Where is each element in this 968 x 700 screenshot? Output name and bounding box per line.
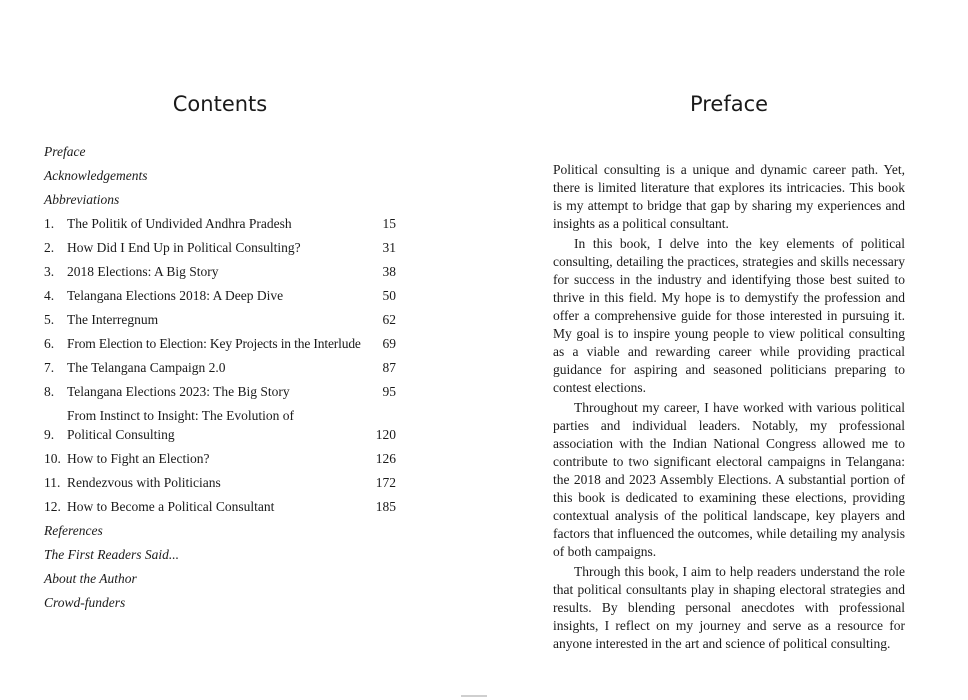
contents-heading: Contents: [172, 92, 268, 116]
chapter-title: [67, 406, 372, 444]
chapter-title: How to Become a Political Consultant: [67, 499, 275, 514]
toc-chapter: [44, 214, 396, 233]
chapter-page: 87: [382, 360, 396, 375]
toc-chapter: [44, 310, 396, 329]
chapter-title: Rendezvous with Politicians: [67, 475, 221, 490]
toc-chapter: [44, 334, 396, 353]
chapter-page: 126: [375, 451, 396, 466]
chapter-title: Telangana Elections 2018: A Deep Dive: [67, 288, 284, 303]
chapter-title: From Election to Election: Key Projects in the Interlude: [67, 336, 361, 351]
chapter-number: 6.: [44, 336, 55, 351]
chapter-number: 10.: [44, 451, 61, 466]
chapter-number: 3.: [44, 264, 55, 279]
chapter-number: 1.: [44, 216, 55, 231]
toc-back-first-readers: The First Readers Said...: [44, 547, 179, 562]
chapter-number: 9.: [44, 427, 55, 442]
toc-chapter: [44, 262, 396, 281]
preface-page: [553, 0, 905, 700]
chapter-page: 69: [382, 336, 396, 351]
chapter-page: 62: [382, 312, 396, 327]
chapter-page: 172: [375, 475, 396, 490]
chapter-number: 11.: [44, 475, 61, 490]
chapter-page: 38: [382, 264, 396, 279]
toc-chapter: [44, 382, 396, 401]
chapter-page: 31: [382, 240, 396, 255]
chapter-page: 120: [375, 427, 396, 442]
preface-paragraph: Through this book, I aim to help readers understand the role that political consultants play in shaping electoral strategies and results. By blending personal anecdotes with professional insights, I reflect on my journey and serve as a resource for anyone interested in the art and science of political consulting.: [553, 564, 905, 651]
preface-paragraph: In this book, I delve into the key elements of political consulting, detailing the practices, strategies and skills necessary for success in the industry and identifying those best suited to thrive in this field. My hope is to demystify the profession and offer a comprehensive guide for those interested in pursuing it. My goal is to inspire young people to view political consulting as a viable and rewarding career while providing practical guidance for aspiring and seasoned politicians preparing to contest elections.: [553, 236, 905, 395]
toc-chapter: [44, 497, 396, 516]
toc-back-crowd-funders: Crowd-funders: [44, 595, 126, 610]
table-of-contents: [44, 142, 396, 617]
toc-chapter: [44, 238, 396, 257]
toc-chapter: [44, 286, 396, 305]
chapter-title: 2018 Elections: A Big Story: [67, 264, 219, 279]
preface-paragraph: Political consulting is a unique and dynamic career path. Yet, there is limited literature that explores its intricacies. This book is my attempt to bridge that gap by sharing my experiences and insights as a political consultant.: [553, 162, 905, 231]
chapter-page: 95: [382, 384, 396, 399]
toc-back-references: References: [44, 523, 103, 538]
chapter-title-line2: Political Consulting: [67, 427, 175, 442]
toc-chapter: [44, 358, 396, 377]
chapter-title-line1: From Instinct to Insight: The Evolution of: [67, 408, 294, 423]
chapter-title: The Telangana Campaign 2.0: [67, 360, 226, 375]
chapter-page: 15: [382, 216, 396, 231]
chapter-number: 8.: [44, 384, 55, 399]
toc-chapter: [44, 449, 396, 468]
chapter-page: 50: [382, 288, 396, 303]
contents-page: [44, 0, 396, 700]
preface-paragraph: Throughout my career, I have worked with various political parties and individual leaders. Notably, my professional association with the Indian National Congress allowed me to contribute to two significant electoral campaigns in Telangana: the 2018 and 2023 Assembly Elections. A substantial portion of this book is dedicated to examining these elections, providing contextual analysis of the political landscape, key players and factors that influenced the outcomes, while detailing my analysis of both campaigns.: [553, 400, 905, 559]
chapter-page: 185: [375, 499, 396, 514]
chapter-title: How Did I End Up in Political Consulting?: [67, 240, 301, 255]
preface-heading: Preface: [689, 92, 769, 116]
preface-body: [553, 161, 905, 655]
toc-chapter: [44, 406, 396, 444]
page-divider-mark: [461, 695, 487, 697]
toc-back-about-author: About the Author: [44, 571, 137, 586]
chapter-number: 12.: [44, 499, 61, 514]
toc-chapter: [44, 473, 396, 492]
chapter-title: Telangana Elections 2023: The Big Story: [67, 384, 290, 399]
toc-front-abbreviations: Abbreviations: [44, 192, 120, 207]
chapter-title: How to Fight an Election?: [67, 451, 210, 466]
chapter-number: 4.: [44, 288, 55, 303]
chapter-title: The Interregnum: [67, 312, 159, 327]
toc-front-preface: Preface: [44, 144, 86, 159]
toc-front-acknowledgements: Acknowledgements: [44, 168, 148, 183]
chapter-number: 7.: [44, 360, 55, 375]
chapter-number: 2.: [44, 240, 55, 255]
chapter-title: The Politik of Undivided Andhra Pradesh: [67, 216, 292, 231]
chapter-number: 5.: [44, 312, 55, 327]
